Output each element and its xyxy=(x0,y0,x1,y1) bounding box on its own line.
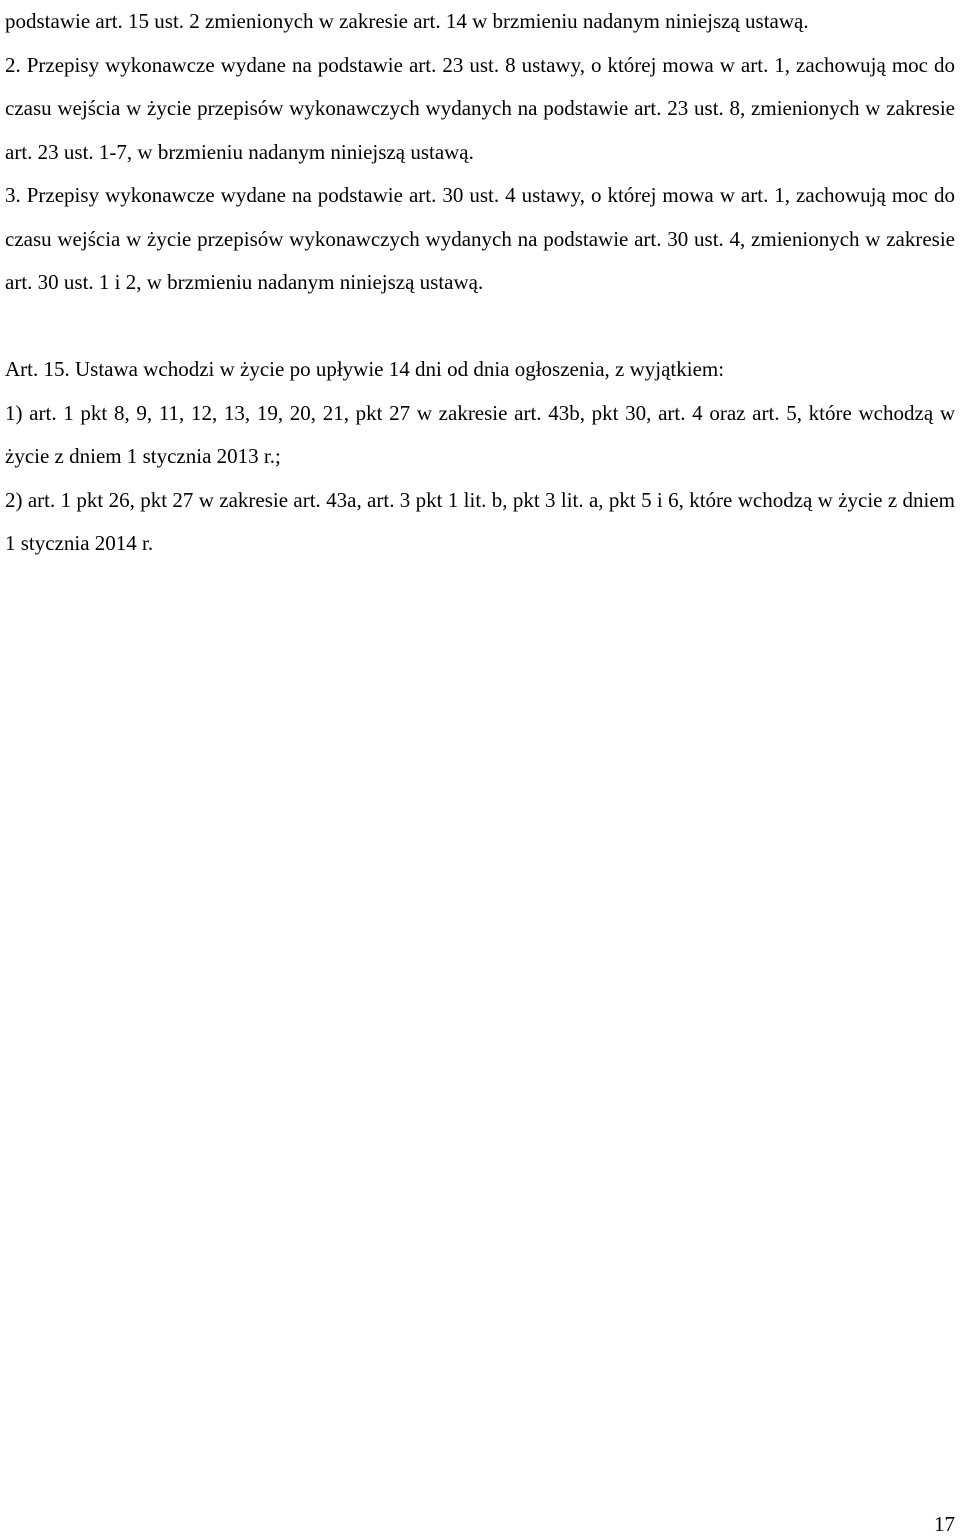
paragraph-continuation: podstawie art. 15 ust. 2 zmienionych w zakresie art. 14 w brzmieniu nadanym niniejszą ustawą. xyxy=(5,9,809,33)
paragraph-3: 3. Przepisy wykonawcze wydane na podstawie art. 30 ust. 4 ustawy, o której mowa w art. 1, zachowują moc do czasu wejścia w życie przepisów wykonawczych wydanych na podstawie art. 30 ust. 4, zmienionych w zakresie art. 30 ust. 1 i 2, w brzmieniu nadanym niniejszą ustawą. xyxy=(5,183,955,294)
transitional-provisions xyxy=(5,0,955,305)
article-15-heading: Art. 15. Ustawa wchodzi w życie po upływie 14 dni od dnia ogłoszenia, z wyjątkiem: xyxy=(5,357,725,381)
article-15 xyxy=(5,348,955,566)
article-15-item-2: 2) art. 1 pkt 26, pkt 27 w zakresie art. 43a, art. 3 pkt 1 lit. b, pkt 3 lit. a, pkt 5 i 6, które wchodzą w życie z dniem 1 stycznia 2014 r. xyxy=(5,487,955,555)
document-page xyxy=(5,0,955,1537)
article-15-item-1: 1) art. 1 pkt 8, 9, 11, 12, 13, 19, 20, 21, pkt 27 w zakresie art. 43b, pkt 30, art. 4 oraz art. 5, które wchodzą w życie z dniem 1 stycznia 2013 r.; xyxy=(5,400,955,468)
page-number: 17 xyxy=(934,1512,955,1536)
paragraph-gap xyxy=(5,305,955,349)
paragraph-2: 2. Przepisy wykonawcze wydane na podstawie art. 23 ust. 8 ustawy, o której mowa w art. 1, zachowują moc do czasu wejścia w życie przepisów wykonawczych wydanych na podstawie art. 23 ust. 8, zmienionych w zakresie art. 23 ust. 1-7, w brzmieniu nadanym niniejszą ustawą. xyxy=(5,52,955,164)
